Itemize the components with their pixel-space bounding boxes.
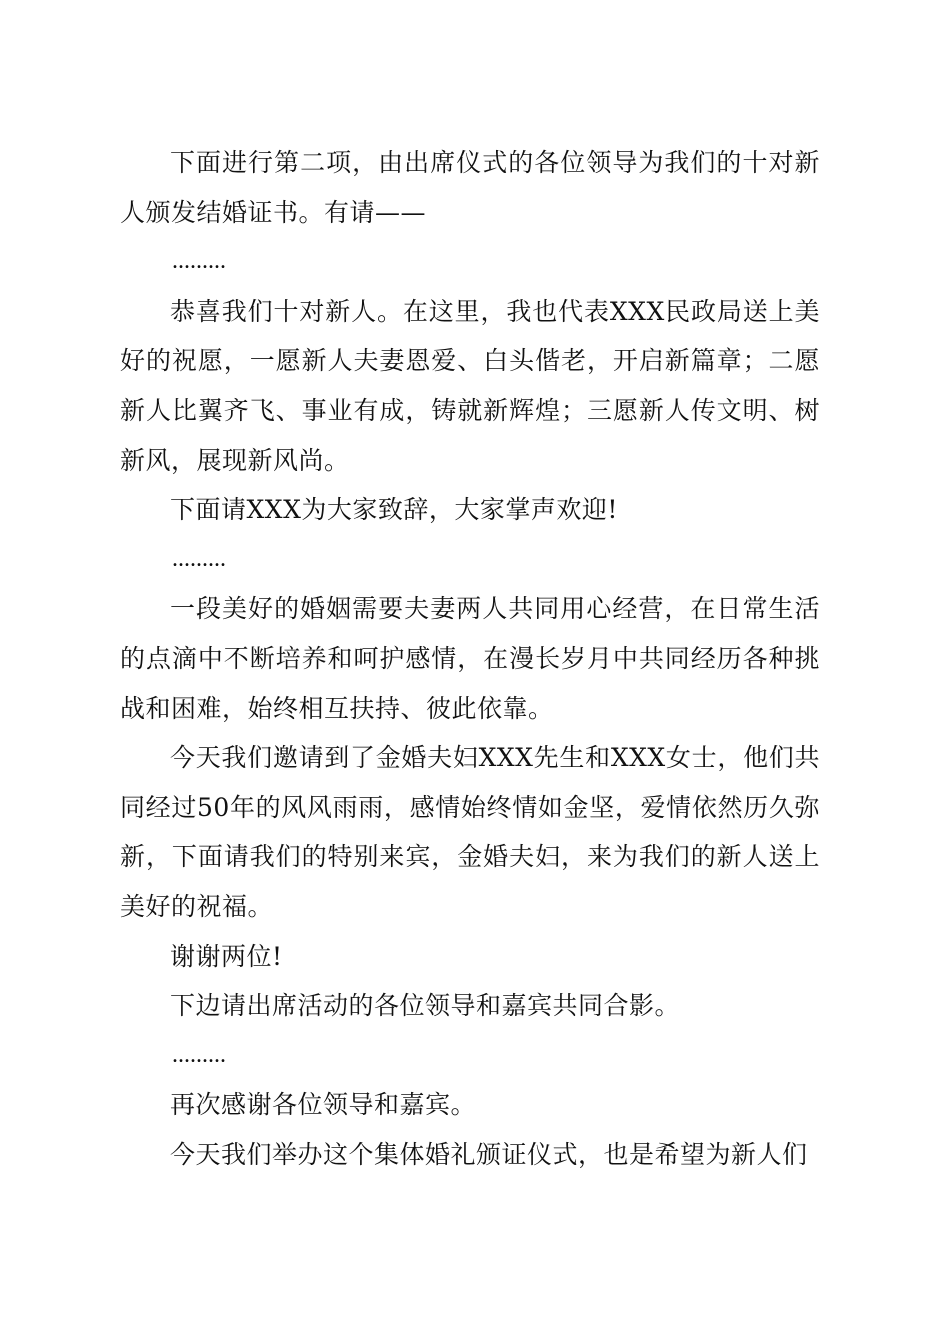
ellipsis-separator: ......... xyxy=(172,248,226,275)
paragraph: 下边请出席活动的各位领导和嘉宾共同合影。 xyxy=(170,991,681,1021)
ellipsis-separator: ......... xyxy=(172,545,226,572)
paragraph: 下面请XXX为大家致辞，大家掌声欢迎! xyxy=(170,495,618,525)
paragraph: 再次感谢各位领导和嘉宾。 xyxy=(170,1090,477,1120)
paragraph: 今天我们邀请到了金婚夫妇XXX先生和XXX女士，他们共同经过50年的风风雨雨，感情始终情如金坚，爱情依然历久弥新，下面请我们的特别来宾，金婚夫妇，来为我们的新人送上美好的祝福。 xyxy=(120,743,820,921)
document-body xyxy=(120,138,820,1179)
paragraph: 下面进行第二项，由出席仪式的各位领导为我们的十对新人颁发结婚证书。有请—— xyxy=(120,148,820,227)
paragraph: 谢谢两位! xyxy=(170,941,283,971)
paragraph: 恭喜我们十对新人。在这里，我也代表XXX民政局送上美好的祝愿，一愿新人夫妻恩爱、白头偕老，开启新篇章；二愿新人比翼齐飞、事业有成，铸就新辉煌；三愿新人传文明、树新风，展现新风尚。 xyxy=(120,296,820,475)
paragraph: 一段美好的婚姻需要夫妻两人共同用心经营，在日常生活的点滴中不断培养和呵护感情，在漫长岁月中共同经历各种挑战和困难，始终相互扶持、彼此依靠。 xyxy=(120,594,820,723)
ellipsis-separator: ......... xyxy=(172,1041,226,1068)
paragraph: 今天我们举办这个集体婚礼颁证仪式，也是希望为新人们 xyxy=(170,1139,808,1169)
